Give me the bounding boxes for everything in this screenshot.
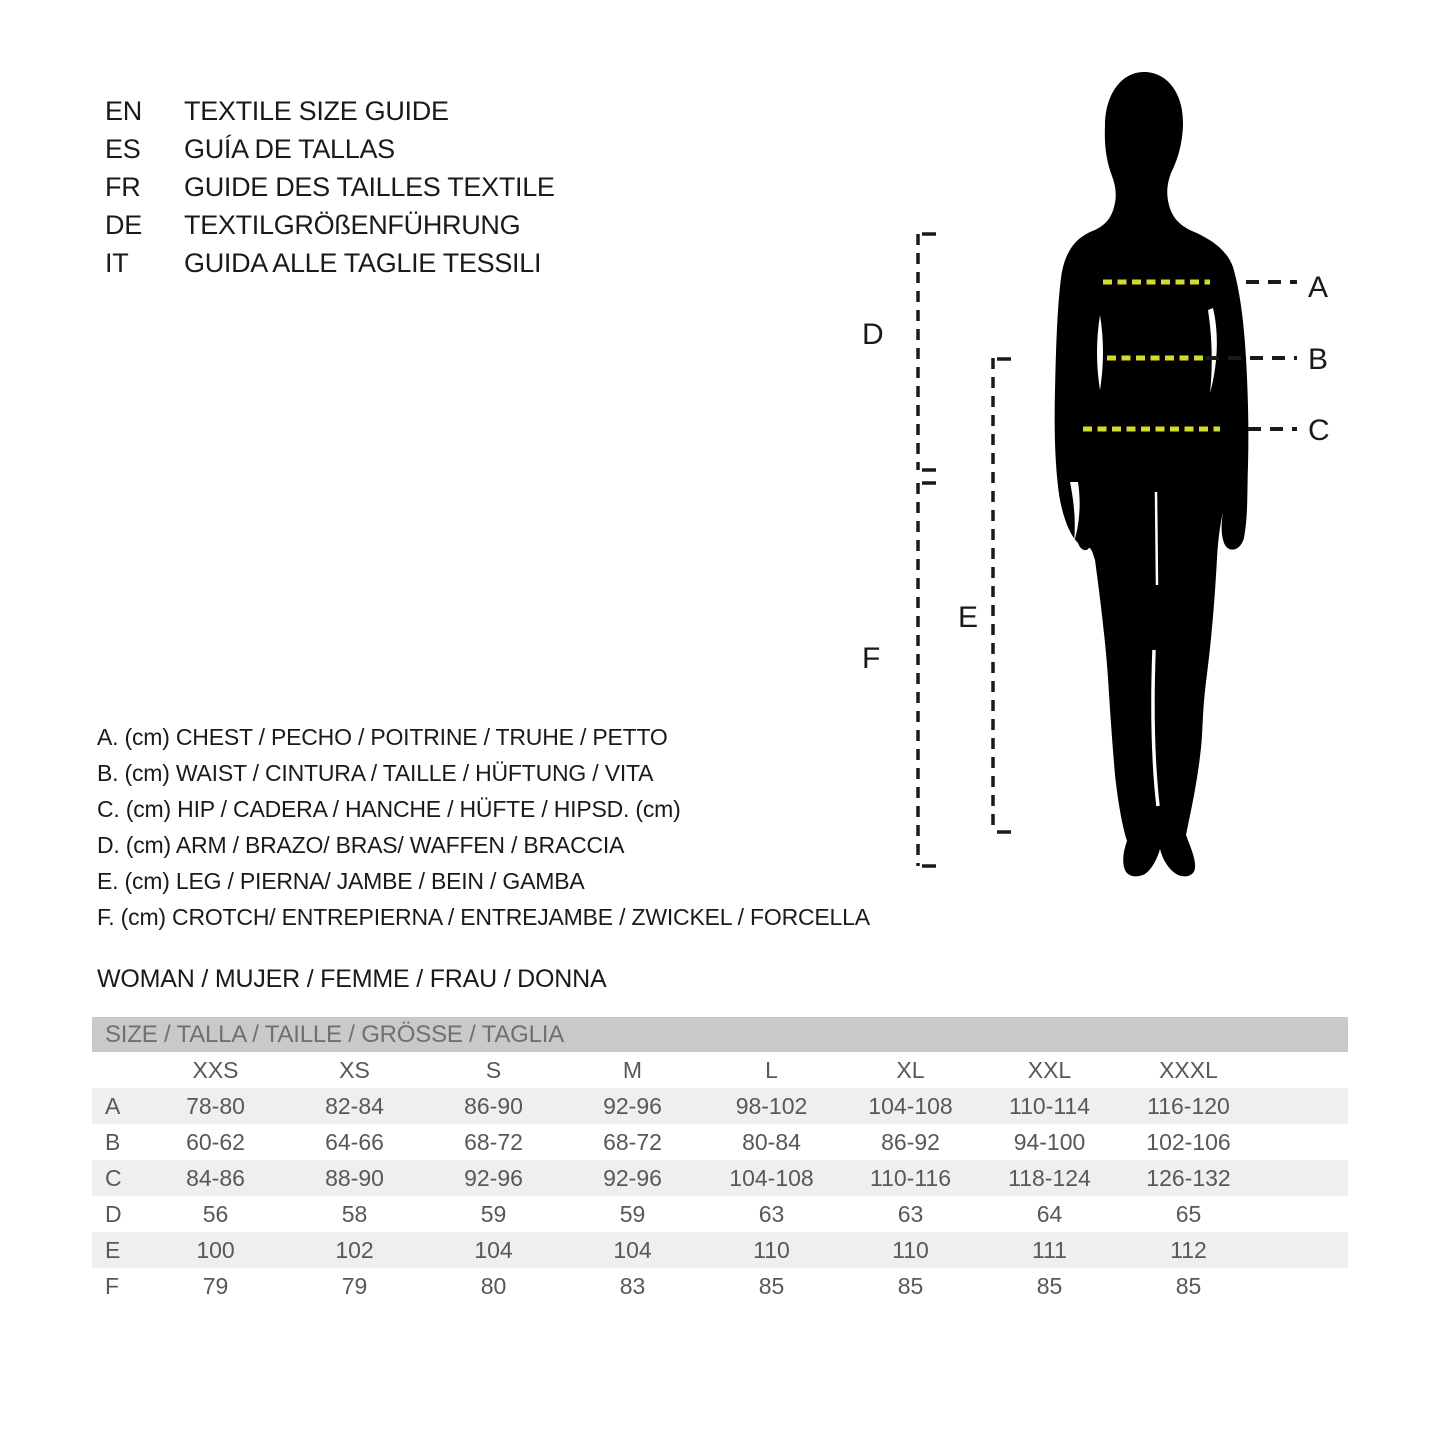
language-row [105,168,555,206]
value-cell: 104 [474,1236,513,1263]
language-title-list [105,92,555,282]
legend-arm: D. (cm) ARM / BRAZO/ BRAS/ WAFFEN / BRACCIA [97,831,625,858]
value-cell: 59 [480,1200,507,1227]
language-row [105,92,555,130]
value-cell: 78-80 [186,1092,245,1119]
language-code: ES [105,133,141,164]
value-cell: 64 [1036,1200,1063,1227]
guide-title: GUIDA ALLE TAGLIE TESSILI [184,247,542,278]
value-cell: 65 [1175,1200,1202,1227]
value-cell: 79 [341,1272,368,1299]
label-chest: A [1308,271,1329,304]
label-arm: D [862,318,884,351]
body-measurement-diagram [840,60,1400,900]
guide-title: GUÍA DE TALLAS [184,133,395,164]
value-cell: 110 [753,1236,790,1263]
legend-crotch: F. (cm) CROTCH/ ENTREPIERNA / ENTREJAMBE / ZWICKEL / FORCELLA [97,903,870,930]
size-col-header: L [765,1056,778,1083]
size-col-header: XS [339,1056,370,1083]
value-cell: 102 [335,1236,374,1263]
value-cell: 104-108 [868,1092,953,1119]
value-cell: 56 [202,1200,229,1227]
value-cell: 92-96 [464,1164,523,1191]
row-label: F [105,1272,120,1299]
value-cell: 64-66 [325,1128,384,1155]
table-row-crotch [92,1268,1348,1304]
value-cell: 58 [341,1200,368,1227]
value-cell: 80-84 [742,1128,801,1155]
measurement-legend [97,719,870,935]
size-table-header-band: SIZE / TALLA / TAILLE / GRÖSSE / TAGLIA [92,1017,1348,1052]
value-cell: 111 [1032,1236,1067,1263]
guide-title: TEXTILE SIZE GUIDE [184,95,449,126]
value-cell: 104 [613,1236,652,1263]
table-row-leg [92,1232,1348,1268]
value-cell: 85 [1036,1272,1063,1299]
language-row [105,130,555,168]
size-header-row [92,1052,1348,1088]
legend-chest: A. (cm) CHEST / PECHO / POITRINE / TRUHE / PETTO [97,723,668,750]
table-row-arm [92,1196,1348,1232]
value-cell: 60-62 [186,1128,245,1155]
value-cell: 110-116 [870,1164,951,1191]
size-col-header: XL [896,1056,925,1083]
language-row [105,206,555,244]
row-label: D [105,1200,122,1227]
guide-title: GUIDE DES TAILLES TEXTILE [184,171,555,202]
value-cell: 84-86 [186,1164,245,1191]
value-cell: 85 [1175,1272,1202,1299]
value-cell: 98-102 [735,1092,808,1119]
language-code: DE [105,209,142,240]
value-cell: 92-96 [603,1092,662,1119]
value-cell: 82-84 [325,1092,384,1119]
table-row-waist [92,1124,1348,1160]
value-cell: 59 [619,1200,646,1227]
gender-heading: WOMAN / MUJER / FEMME / FRAU / DONNA [97,965,607,993]
value-cell: 83 [619,1272,646,1299]
label-leg: E [958,601,979,634]
label-waist: B [1308,343,1329,376]
value-cell: 118-124 [1008,1164,1091,1191]
table-row-chest [92,1088,1348,1124]
value-cell: 92-96 [603,1164,662,1191]
language-code: IT [105,247,129,278]
value-cell: 104-108 [729,1164,814,1191]
language-code: EN [105,95,142,126]
value-cell: 88-90 [325,1164,384,1191]
label-crotch: F [862,642,881,675]
value-cell: 94-100 [1013,1128,1086,1155]
value-cell: 80 [480,1272,507,1299]
woman-silhouette [1055,72,1249,876]
table-row-hip [92,1160,1348,1196]
leg-gap-upper [1156,492,1157,585]
row-label: A [105,1092,121,1119]
size-col-header: XXL [1027,1056,1072,1083]
value-cell: 102-106 [1146,1128,1231,1155]
value-cell: 86-90 [464,1092,523,1119]
language-row [105,244,555,282]
row-label: B [105,1128,121,1155]
value-cell: 85 [897,1272,924,1299]
value-cell: 112 [1170,1236,1207,1263]
value-cell: 86-92 [881,1128,940,1155]
size-col-header: XXS [192,1056,239,1083]
legend-waist: B. (cm) WAIST / CINTURA / TAILLE / HÜFTUNG / VITA [97,759,654,786]
legend-leg: E. (cm) LEG / PIERNA/ JAMBE / BEIN / GAMBA [97,867,585,894]
size-col-header: XXXL [1159,1056,1218,1083]
row-label: C [105,1164,122,1191]
size-col-header: M [622,1056,643,1083]
value-cell: 79 [202,1272,229,1299]
size-table [92,1017,1348,1304]
size-col-header: S [485,1056,502,1083]
legend-hip: C. (cm) HIP / CADERA / HANCHE / HÜFTE / HIPSD. (cm) [97,795,681,822]
row-label: E [105,1236,121,1263]
value-cell: 68-72 [464,1128,523,1155]
value-cell: 126-132 [1146,1164,1231,1191]
value-cell: 110 [892,1236,929,1263]
value-cell: 63 [897,1200,924,1227]
value-cell: 85 [758,1272,785,1299]
value-cell: 116-120 [1147,1092,1230,1119]
label-hip: C [1308,414,1330,447]
value-cell: 110-114 [1009,1092,1090,1119]
value-cell: 100 [196,1236,235,1263]
value-cell: 68-72 [603,1128,662,1155]
guide-title: TEXTILGRÖßENFÜHRUNG [184,209,521,240]
value-cell: 63 [758,1200,785,1227]
language-code: FR [105,171,141,202]
